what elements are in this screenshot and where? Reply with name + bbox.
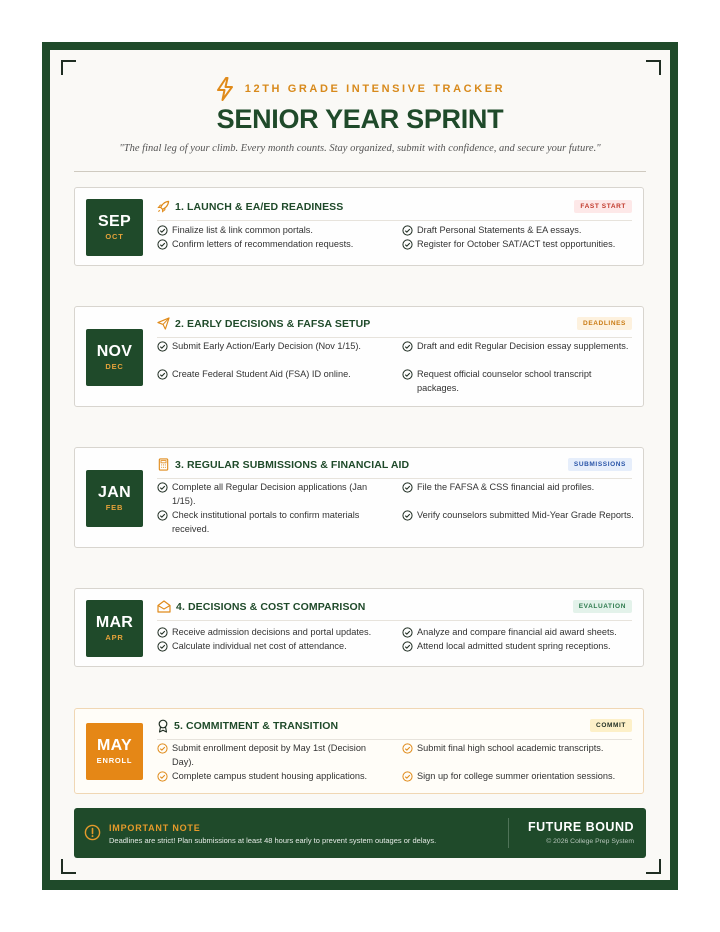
check-circle-icon: [157, 225, 168, 236]
task-item: [157, 770, 382, 784]
task-text: Calculate individual net cost of attendance.: [172, 641, 347, 651]
task-text: Attend local admitted student spring receptions.: [417, 641, 611, 651]
month-sub-label: FEB: [105, 503, 124, 512]
check-circle-icon: [157, 510, 168, 521]
note-divider: [508, 818, 509, 848]
check-circle-icon: [157, 369, 168, 380]
task-item: [402, 509, 634, 523]
paper-plane-icon: [157, 317, 170, 330]
task-text: Analyze and compare financial aid award sheets.: [417, 627, 617, 637]
check-circle-icon: [402, 482, 413, 493]
card-header: [157, 317, 632, 338]
task-text: Sign up for college summer orientation sessions.: [417, 771, 616, 781]
task-item: [157, 742, 382, 769]
task-text: Finalize list & link common portals.: [172, 225, 313, 235]
phase-card-4: [74, 588, 644, 667]
phase-card-5: [74, 708, 644, 794]
check-circle-icon: [157, 482, 168, 493]
month-badge: [86, 723, 143, 780]
check-circle-icon: [402, 641, 413, 652]
task-text: Verify counselors submitted Mid-Year Grade Reports.: [417, 510, 634, 520]
month-badge: [86, 199, 143, 256]
month-badge: [86, 329, 143, 386]
page-title: SENIOR YEAR SPRINT: [216, 104, 504, 134]
task-item: [402, 368, 634, 395]
status-badge: FAST START: [574, 200, 632, 213]
card-title: 3. REGULAR SUBMISSIONS & FINANCIAL AID: [175, 458, 410, 471]
brand-copyright: © 2026 College Prep System: [546, 838, 634, 845]
check-circle-icon: [402, 743, 413, 754]
card-header: [157, 200, 632, 221]
card-header: [157, 458, 632, 479]
task-text: Submit enrollment deposit by May 1st (Decision Day).: [172, 743, 367, 767]
task-text: Request official counselor school transcript packages.: [417, 369, 592, 393]
alert-circle-icon: [84, 824, 101, 841]
task-item: [157, 224, 382, 238]
check-circle-icon: [157, 341, 168, 352]
corner-mark-bottom-left: [61, 859, 76, 874]
task-text: Register for October SAT/ACT test opportunities.: [417, 239, 616, 249]
task-item: [157, 626, 382, 640]
task-text: Complete all Regular Decision applications (Jan 1/15).: [172, 482, 368, 506]
card-header: [157, 600, 632, 621]
brand-name: FUTURE BOUND: [528, 820, 634, 834]
task-item: [157, 481, 382, 508]
check-circle-icon: [402, 239, 413, 250]
month-sub-label: APR: [105, 633, 124, 642]
month-label: NOV: [96, 343, 133, 360]
page-subtitle: "The final leg of your climb. Every month counts. Stay organized, submit with confidence, and secure your future.": [119, 143, 601, 154]
note-text: Deadlines are strict! Plan submissions at least 48 hours early to prevent system outages or delays.: [109, 836, 437, 845]
task-item: [402, 742, 634, 756]
phase-card-3: [74, 447, 644, 548]
task-item: [157, 509, 382, 536]
task-item: [402, 224, 634, 238]
task-item: [157, 238, 382, 252]
header-kicker: [0, 77, 720, 106]
task-text: Create Federal Student Aid (FSA) ID online.: [172, 369, 351, 379]
month-label: JAN: [98, 484, 131, 501]
card-title: 5. COMMITMENT & TRANSITION: [174, 720, 339, 732]
month-sub-label: OCT: [105, 232, 124, 241]
status-badge: EVALUATION: [573, 600, 632, 613]
month-label: MAY: [97, 737, 132, 754]
check-circle-icon: [402, 771, 413, 782]
rocket-icon: [157, 200, 170, 213]
task-text: Submit final high school academic transcripts.: [417, 743, 604, 753]
envelope-open-icon: [157, 600, 171, 613]
task-item: [402, 770, 634, 784]
corner-mark-top-right: [646, 60, 661, 75]
task-item: [157, 640, 382, 654]
check-circle-icon: [402, 369, 413, 380]
check-circle-icon: [402, 341, 413, 352]
check-circle-icon: [157, 771, 168, 782]
check-circle-icon: [157, 627, 168, 638]
note-title: IMPORTANT NOTE: [109, 823, 201, 833]
status-badge: SUBMISSIONS: [568, 458, 632, 471]
task-text: Draft Personal Statements & EA essays.: [417, 225, 582, 235]
phase-card-2: [74, 306, 644, 407]
check-circle-icon: [157, 743, 168, 754]
card-title: 4. DECISIONS & COST COMPARISON: [176, 600, 366, 613]
check-circle-icon: [157, 239, 168, 250]
task-text: File the FAFSA & CSS financial aid profiles.: [417, 482, 595, 492]
month-badge: [86, 600, 143, 657]
task-item: [402, 340, 634, 354]
task-text: Complete campus student housing applications.: [172, 771, 368, 781]
card-header: [157, 719, 632, 740]
header-divider: [74, 171, 646, 172]
status-badge: DEADLINES: [577, 317, 632, 330]
corner-mark-top-left: [61, 60, 76, 75]
card-title: 2. EARLY DECISIONS & FAFSA SETUP: [175, 317, 371, 330]
task-text: Confirm letters of recommendation requests.: [172, 239, 354, 249]
card-title: 1. LAUNCH & EA/ED READINESS: [175, 200, 344, 213]
task-item: [157, 340, 382, 354]
corner-mark-bottom-right: [646, 859, 661, 874]
task-item: [402, 640, 634, 654]
check-circle-icon: [402, 510, 413, 521]
award-ribbon-icon: [157, 719, 169, 733]
task-item: [402, 481, 634, 495]
month-label: SEP: [98, 213, 131, 230]
task-text: Draft and edit Regular Decision essay supplements.: [417, 341, 629, 351]
month-label: MAR: [95, 614, 134, 631]
task-text: Check institutional portals to confirm materials received.: [172, 510, 360, 534]
task-item: [402, 626, 634, 640]
check-circle-icon: [402, 225, 413, 236]
lightning-bolt-icon: [215, 77, 235, 101]
task-text: Submit Early Action/Early Decision (Nov 1/15).: [172, 341, 361, 351]
task-item: [402, 238, 634, 252]
month-sub-label: ENROLL: [96, 756, 133, 765]
calculator-icon: [157, 458, 170, 471]
check-circle-icon: [402, 627, 413, 638]
check-circle-icon: [157, 641, 168, 652]
status-badge: COMMIT: [590, 719, 632, 732]
month-sub-label: DEC: [105, 362, 124, 371]
task-item: [157, 368, 382, 382]
phase-card-1: [74, 187, 644, 266]
kicker-text: 12TH GRADE INTENSIVE TRACKER: [244, 83, 506, 95]
task-text: Receive admission decisions and portal updates.: [172, 627, 372, 637]
month-badge: [86, 470, 143, 527]
important-note-banner: [74, 808, 646, 858]
